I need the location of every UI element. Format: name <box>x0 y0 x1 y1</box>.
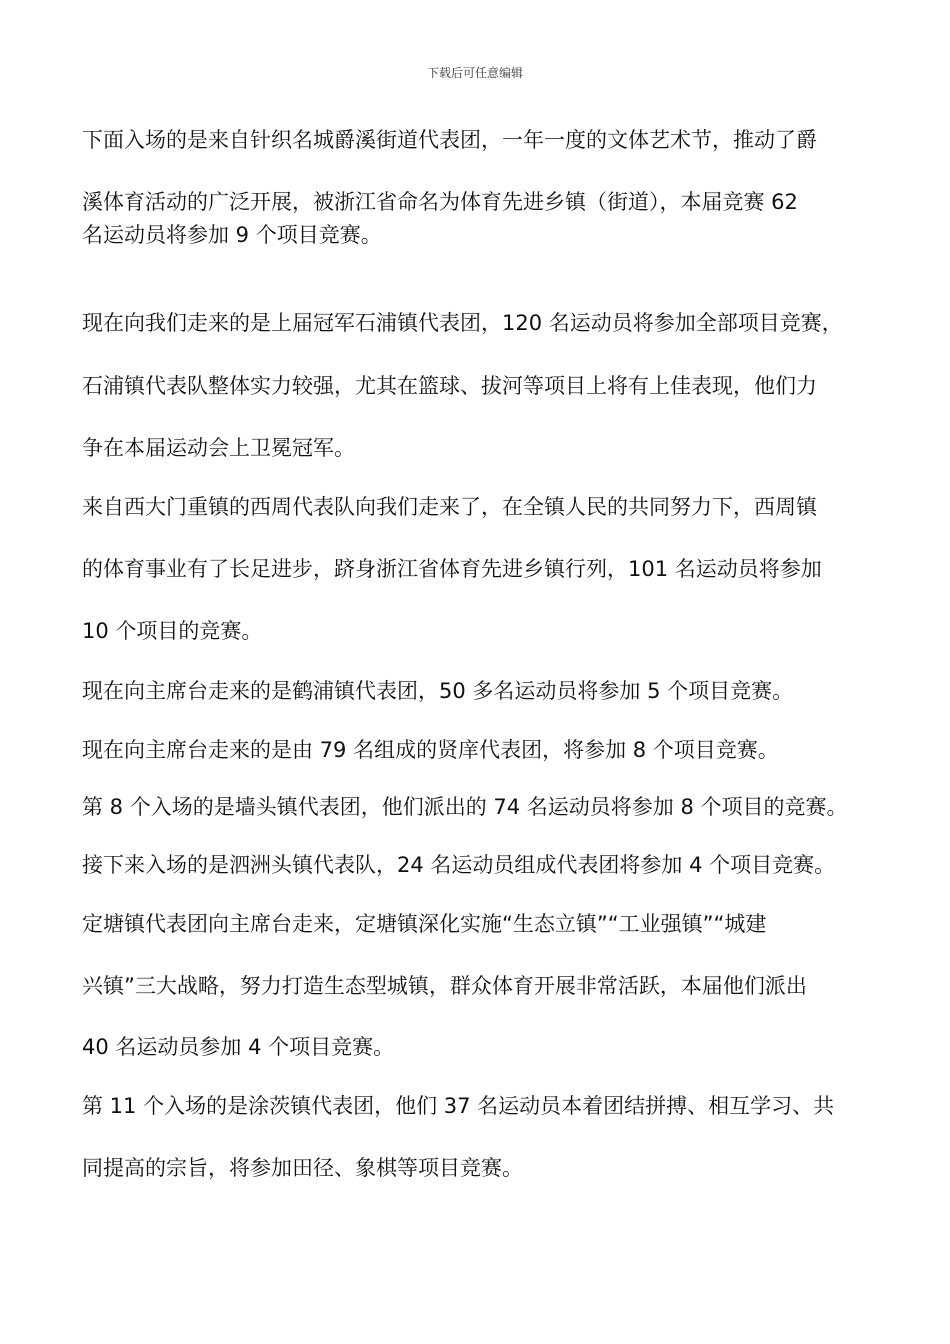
paragraph-line: 兴镇”三大战略，努力打造生态型城镇，群众体育开展非常活跃，本届他们派出 <box>82 974 807 998</box>
paragraph-line: 40 名运动员参加 4 个项目竞赛。 <box>82 1035 395 1059</box>
paragraph-line: 来自西大门重镇的西周代表队向我们走来了，在全镇人民的共同努力下，西周镇 <box>82 495 817 519</box>
paragraph-line: 石浦镇代表队整体实力较强，尤其在篮球、拔河等项目上将有上佳表现，他们力 <box>82 374 817 398</box>
paragraph-line: 同提高的宗旨，将参加田径、象棋等项目竞赛。 <box>82 1156 523 1180</box>
paragraph-line: 现在向主席台走来的是由 79 名组成的贤庠代表团，将参加 8 个项目竞赛。 <box>82 738 779 762</box>
paragraph-line: 定塘镇代表团向主席台走来，定塘镇深化实施“生态立镇”“工业强镇”“城建 <box>82 912 767 936</box>
paragraph-line: 第 8 个入场的是墙头镇代表团，他们派出的 74 名运动员将参加 8 个项目的竞赛。 <box>82 795 848 819</box>
paragraph-line: 10 个项目的竞赛。 <box>82 619 263 643</box>
paragraph-line: 的体育事业有了长足进步，跻身浙江省体育先进乡镇行列，101 名运动员将参加 <box>82 557 822 581</box>
paragraph-line: 溪体育活动的广泛开展，被浙江省命名为体育先进乡镇（街道），本届竞赛 62 <box>82 190 798 214</box>
paragraph-line: 第 11 个入场的是涂茨镇代表团，他们 37 名运动员本着团结拼搏、相互学习、共 <box>82 1094 835 1118</box>
paragraph-line: 争在本届运动会上卫冕冠军。 <box>82 436 355 460</box>
paragraph-line: 现在向主席台走来的是鹤浦镇代表团，50 多名运动员将参加 5 个项目竞赛。 <box>82 679 794 703</box>
paragraph-line: 现在向我们走来的是上届冠军石浦镇代表团，120 名运动员将参加全部项目竞赛， <box>82 311 843 335</box>
paragraph-line: 下面入场的是来自针织名城爵溪街道代表团，一年一度的文体艺术节，推动了爵 <box>82 128 817 152</box>
paragraph-line: 接下来入场的是泗洲头镇代表队，24 名运动员组成代表团将参加 4 个项目竞赛。 <box>82 853 836 877</box>
paragraph-line: 名运动员将参加 9 个项目竞赛。 <box>82 223 382 247</box>
page-header-note: 下载后可任意编辑 <box>426 66 523 80</box>
